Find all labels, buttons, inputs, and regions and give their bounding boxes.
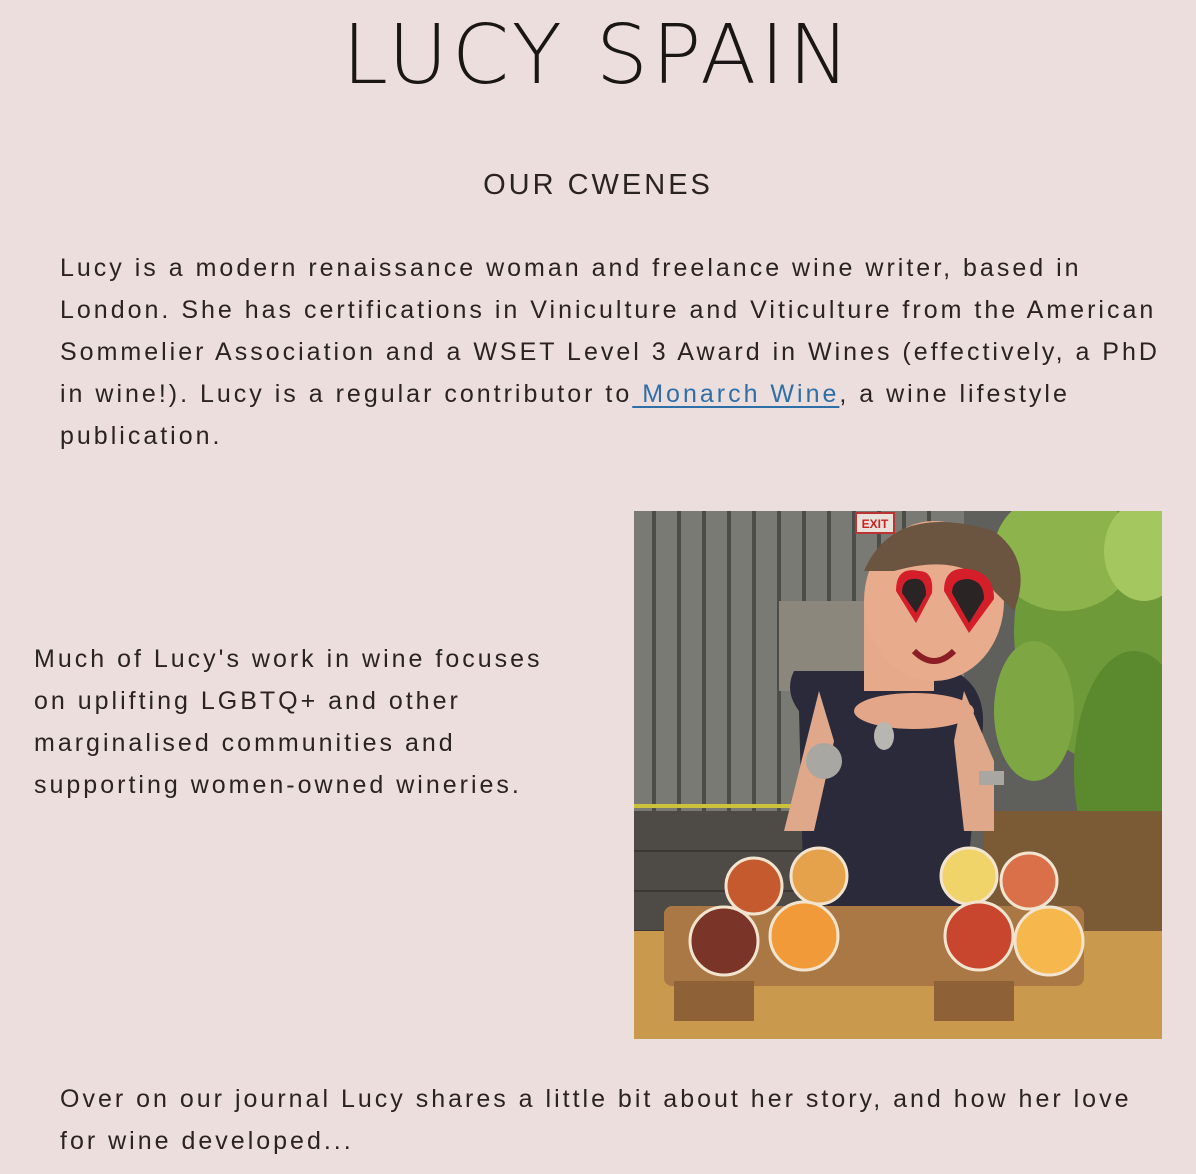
lucy-photo bbox=[634, 511, 1162, 1039]
site-title: LUCY SPAIN bbox=[342, 8, 854, 103]
section-heading: OUR CWENES bbox=[483, 169, 713, 201]
journal-paragraph: Over on our journal Lucy shares a little bit about her story, and how her love for wine developed... bbox=[60, 1085, 1132, 1155]
intro-text: Lucy is a modern renaissance woman and freelance wine writer, based in London. She has certifications in Viniculture and Viticulture from the American Sommelier Association and a WSET Level 3 Award in Wines (effectively, a PhD in wine!). Lucy is a regular contributor to bbox=[60, 254, 1160, 408]
intro-paragraph bbox=[60, 247, 1160, 457]
intro-text-end: , a wine lifestyle publication. bbox=[60, 380, 1070, 450]
exit-sign-text: EXIT bbox=[861, 517, 889, 531]
monarch-wine-link[interactable]: Monarch Wine bbox=[632, 380, 840, 408]
photo-illustration bbox=[634, 511, 1162, 1039]
exit-sign bbox=[856, 513, 894, 533]
focus-paragraph: Much of Lucy's work in wine focuses on uplifting LGBTQ+ and other marginalised communities and supporting women-owned wineries. bbox=[34, 645, 543, 799]
